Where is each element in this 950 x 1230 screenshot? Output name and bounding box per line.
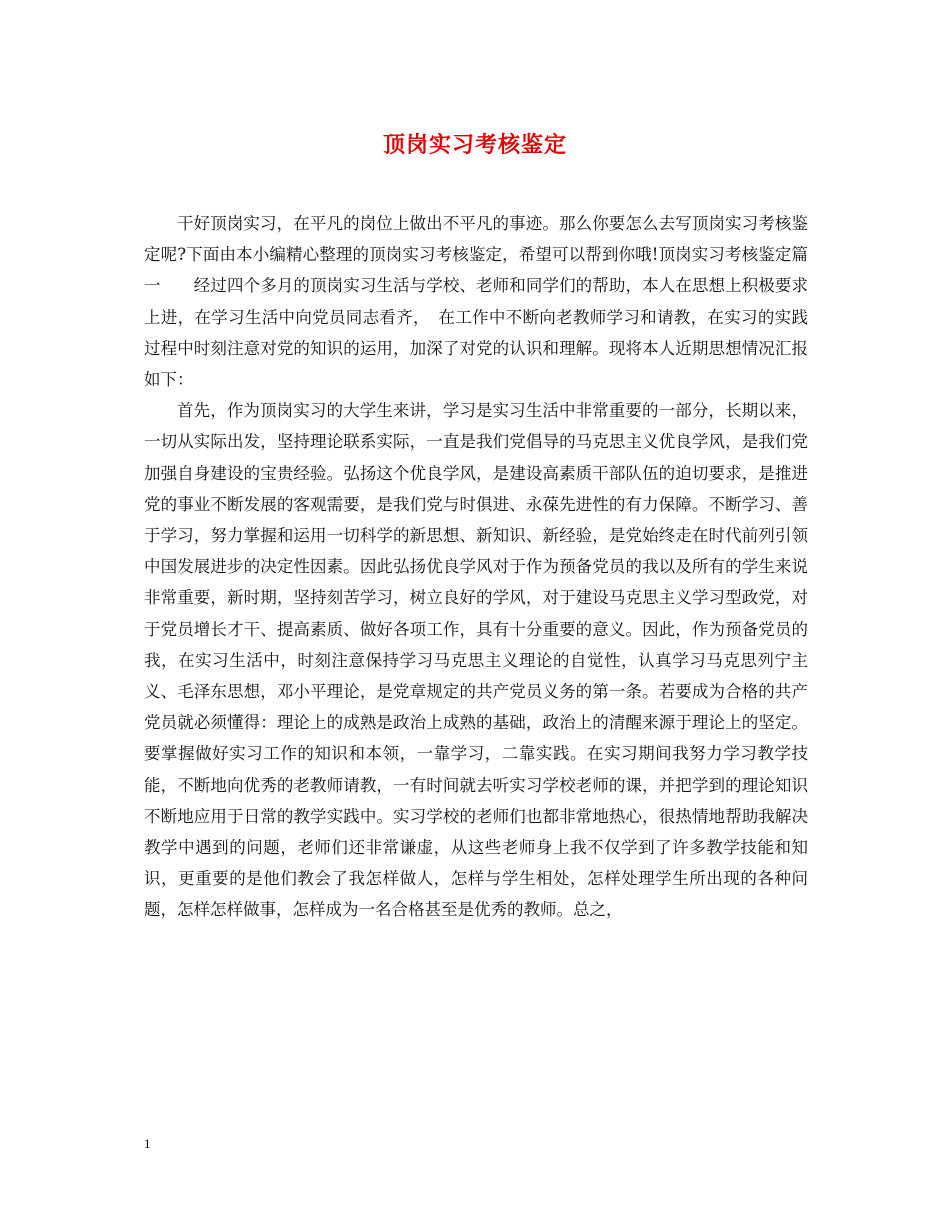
document-title: 顶岗实习考核鉴定 [382,132,567,158]
paragraph-intro: 干好顶岗实习，在平凡的岗位上做出不平凡的事迹。那么你要怎么去写顶岗实习考核鉴定呢?下面由本小编精心整理的顶岗实习考核鉴定，希望可以帮到你哦!顶岗实习考核鉴定篇一 经过四个多月的顶岗实习生活与学校、老师和同学们的帮助，本人在思想上积极要求上进，在学习生活中向党员同志看齐， 在工作中不断向老教师学习和请教，在实习的实践过程中时刻注意对党的知识的运用，加深了对党的认识和理解。现将本人近期思想情况汇报如下： [144,214,808,390]
document-body [144,208,808,926]
paragraph-main: 首先，作为顶岗实习的大学生来讲，学习是实习生活中非常重要的一部分，长期以来，一切从实际出发，坚持理论联系实际，一直是我们党倡导的马克思主义优良学风，是我们党加强自身建设的宝贵经验。弘扬这个优良学风，是建设高素质干部队伍的迫切要求，是推进党的事业不断发展的客观需要，是我们党与时俱进、永葆先进性的有力保障。不断学习、善于学习，努力掌握和运用一切科学的新思想、新知识、新经验，是党始终走在时代前列引领中国发展进步的决定性因素。因此弘扬优良学风对于作为预备党员的我以及所有的学生来说非常重要，新时期，坚持刻苦学习，树立良好的学风，对于建设马克思主义学习型政党，对于党员增长才干、提高素质、做好各项工作，具有十分重要的意义。因此，作为预备党员的我，在实习生活中，时刻注意保持学习马克思主义理论的自觉性，认真学习马克思列宁主义、毛泽东思想，邓小平理论，是党章规定的共产党员义务的第一条。若要成为合格的共产党员就必须懂得：理论上的成熟是政治上成熟的基础，政治上的清醒来源于理论上的坚定。要掌握做好实习工作的知识和本领，一靠学习，二靠实践。在实习期间我努力学习教学技能，不断地向优秀的老教师请教，一有时间就去听实习学校老师的课，并把学到的理论知识不断地应用于日常的教学实践中。实习学校的老师们也都非常地热心，很热情地帮助我解决教学中遇到的问题，老师们还非常谦虚，从这些老师身上我不仅学到了许多教学技能和知识，更重要的是他们教会了我怎样做人，怎样与学生相处，怎样处理学生所出现的各种问题，怎样怎样做事，怎样成为一名合格甚至是优秀的教师。总之， [144,401,808,920]
page-number: 1 [144,1136,151,1151]
